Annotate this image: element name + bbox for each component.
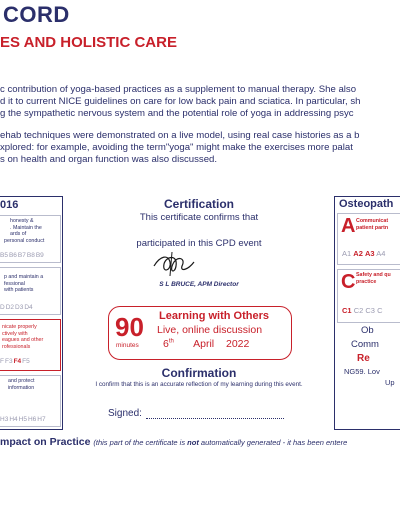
standard-text: eagues and other [2, 337, 44, 343]
event-month: April [193, 338, 215, 350]
event-minutes: 90 [115, 312, 144, 342]
code: H4 [9, 416, 18, 423]
code: C3 [365, 306, 375, 315]
code: A4 [376, 249, 386, 258]
standards-year: 016 [0, 199, 19, 211]
event-box [108, 306, 292, 360]
code: F3 [4, 358, 13, 365]
event-date [163, 338, 249, 350]
certification-line: This certificate confirms that [139, 212, 259, 223]
osteopath-panel [334, 196, 400, 430]
osteopath-title: Osteopath [339, 198, 394, 210]
event-subtitle: Live, online discussion [157, 324, 263, 336]
standard-item [0, 375, 61, 427]
code: B7 [17, 252, 26, 259]
code: F [0, 358, 4, 365]
standard-text: . Maintain the [10, 224, 42, 231]
code: H3 [0, 416, 9, 423]
intro-line: c contribution of yoga-based practices as a supplement to manual therapy. She also [0, 84, 357, 95]
standard-text: fessional [4, 280, 25, 287]
standard-text: honesty & [10, 218, 34, 224]
theme-text: practice [356, 278, 377, 285]
code-highlighted: F4 [13, 358, 22, 365]
code-highlighted: A2 [353, 249, 363, 258]
event-title: Learning with Others [159, 310, 270, 322]
nice-ref: NG59. Lov [344, 367, 380, 376]
communication-label: Comm [351, 339, 379, 350]
confirmation-text: I confirm that this is an accurate reflection of my learning during this event. [95, 381, 303, 388]
certification-heading: Certification [163, 197, 234, 211]
standard-text: rofessionals [2, 343, 31, 350]
certification-line: participated in this CPD event [136, 238, 262, 249]
impact-heading [0, 436, 347, 448]
confirmation-heading: Confirmation [161, 366, 237, 380]
event-day: 6 [163, 338, 169, 350]
code: H7 [37, 416, 46, 423]
code: D2 [5, 304, 15, 311]
code: D3 [15, 304, 24, 311]
objectives-label: Ob [361, 325, 374, 336]
event-year: 2022 [225, 338, 250, 350]
standard-item-highlighted [0, 319, 61, 371]
theme-a [337, 213, 400, 265]
intro-line: ehab techniques were demonstrated on a live model, using real case histories as a b [0, 130, 360, 141]
code: B6 [8, 252, 17, 259]
signed-label: Signed: [108, 408, 142, 419]
standard-item [0, 267, 61, 315]
standard-text: ards of [10, 231, 27, 237]
director-signature [148, 248, 208, 278]
standards-panel [0, 196, 63, 430]
code-highlighted: A3 [364, 249, 375, 258]
code: D4 [24, 304, 33, 311]
theme-letter: C [341, 271, 356, 293]
intro-line: s on health and organ function was also discussed. [0, 154, 218, 165]
code: C2 [353, 306, 364, 315]
references-label: Re [357, 353, 370, 364]
standard-text: and protect [8, 378, 35, 384]
code: A1 [342, 249, 352, 258]
code: B9 [35, 252, 44, 259]
impact-note: (this part of the certificate is not automatically generated - it has been entere [93, 438, 348, 447]
standard-text: p and maintain a [4, 274, 44, 280]
code: H5 [18, 416, 27, 423]
code-highlighted: C1 [342, 306, 352, 315]
theme-letter: A [341, 215, 356, 237]
code: B5 [0, 252, 8, 259]
code: F5 [22, 358, 30, 365]
event-minutes-label: minutes [116, 342, 139, 349]
intro-text [0, 84, 400, 166]
theme-text: Safety and qu [356, 272, 391, 278]
event-day-suffix: th [168, 338, 174, 345]
signature-line[interactable] [146, 418, 284, 419]
standard-text: ctively with [2, 330, 28, 337]
intro-line: xplored: for example, avoiding the term"yoga" might make the exercises more palat [0, 142, 353, 153]
code: B8 [26, 252, 35, 259]
theme-text: Communicat [356, 218, 389, 224]
update-ref: Up [385, 378, 395, 387]
page-subtitle: ES AND HOLISTIC CARE [0, 34, 177, 51]
standard-text: with patients [4, 287, 34, 293]
standard-item [0, 215, 61, 263]
code: D [0, 304, 5, 311]
standard-text: personal conduct [4, 237, 45, 244]
intro-line: d it to current NICE guidelines on care for low back pain and sciatica. In particular, sh [0, 96, 361, 107]
signatory-name: S L BRUCE, APM Director [159, 281, 239, 288]
standard-text: nicate properly [2, 324, 37, 330]
intro-line: g the sympathetic nervous system and the potential role of yoga in addressing psyc [0, 108, 354, 119]
code: C [377, 306, 383, 315]
page-title: CORD [3, 2, 70, 27]
code: H6 [27, 416, 37, 423]
theme-text: patient partn [356, 224, 389, 231]
impact-title: mpact on Practice [0, 436, 91, 448]
standard-text: information [8, 384, 35, 391]
theme-c [337, 269, 400, 323]
